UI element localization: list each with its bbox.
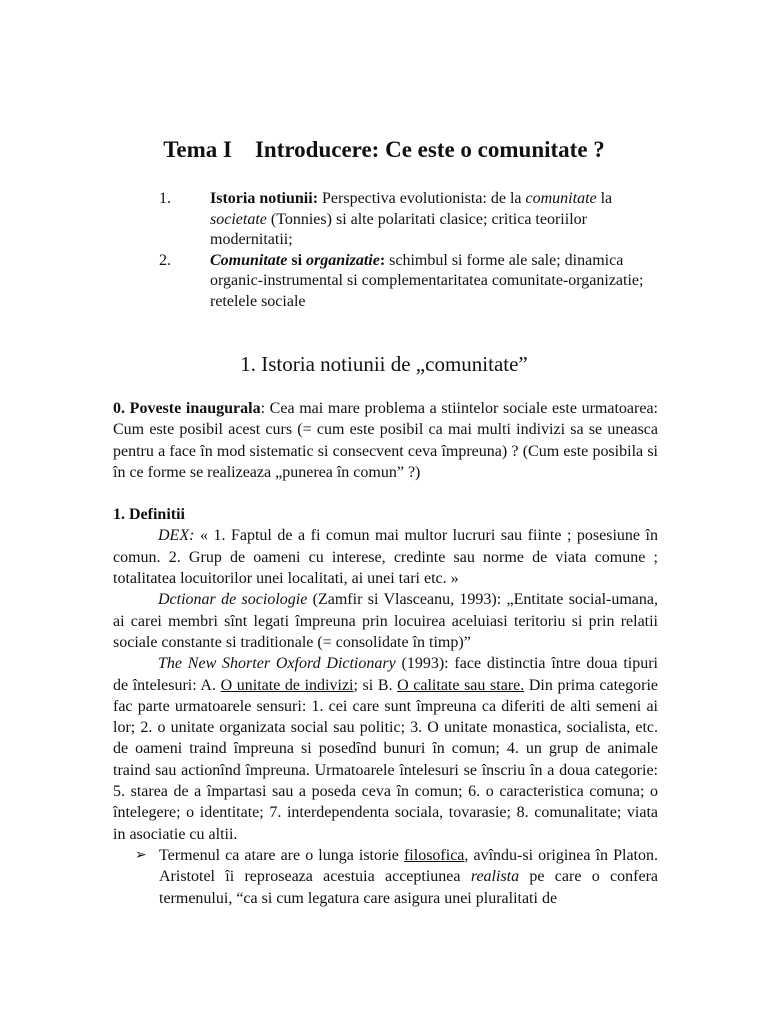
text-run: si — [287, 251, 307, 269]
text-run: realista — [470, 868, 520, 886]
text-run: ; si B. — [353, 676, 398, 694]
text-run: societate — [210, 210, 267, 228]
intro-paragraph — [113, 398, 658, 483]
text-run: (Zamfir si Vlasceanu, 1993): „Entitate social-umana, ai carei membri sînt legati împreuna prin locuirea aceluiasi teritoriu si prin relatii sociale constante si traditionale (= consolidate în timp)” — [113, 591, 658, 651]
text-run: Istoria notiunii: — [210, 190, 319, 207]
text-run: filosofica — [403, 846, 465, 864]
text-run: Dctionar de sociologie — [158, 591, 308, 609]
text-run: The New Shorter Oxford Dictionary — [158, 655, 396, 673]
text-run: « 1. Faptul de a fi comun mai multor lucruri sau fiinte ; posesiune în comun. 2. Grup de oameni cu interese, credinte sau norme de viata comune ; totalitatea locuitorilor unei localitati, ai unei tari etc. » — [113, 527, 658, 588]
text-run: Perspectiva evolutionista: de la — [318, 190, 526, 207]
text-run: 1. Definitii — [113, 506, 185, 524]
outline-number: 2. — [159, 251, 171, 269]
text-run: O calitate sau stare. — [397, 676, 525, 694]
body-text — [113, 398, 658, 909]
page-title: Tema I Introducere: Ce este o comunitate ? — [163, 137, 605, 162]
text-run: comunitate — [525, 190, 597, 207]
paragraph-spacer — [113, 483, 658, 504]
outline-item — [161, 251, 661, 313]
bullet-paragraph — [113, 845, 658, 909]
text-run: Termenul ca atare are o lunga istorie — [159, 846, 404, 864]
text-run: (1993): face distinctia între doua tipuri de întelesuri: A. — [113, 655, 659, 694]
outline-item — [161, 189, 661, 251]
dex-definition — [113, 525, 658, 589]
topic-outline — [161, 189, 661, 312]
text-run: Comunitate — [210, 251, 288, 269]
text-run: la — [596, 190, 613, 207]
text-run: Din prima categorie fac parte urmatoarele sensuri: 1. cei care sunt împreuna ca diferiti de alti semeni ai lor; 2. o unitate organizata social sau politic; 3. O unitate monastica, socialista, etc. de oameni traind împreuna si posedînd bunuri în comun; 4. un grup de animale traind sau actionînd împreuna. Urmatoarele întelesuri se înscriu în a doua categorie: 5. starea de a împartasi sau a poseda ceva în comun; 6. o caracteristica comuna; o întelegere; o identitate; 7. interdependenta sociala, tovarasie; 8. comunalitate; viata in asociatie cu altii. — [113, 676, 659, 843]
bullet-text — [159, 847, 658, 907]
text-run: : — [379, 251, 386, 269]
text-run: pe care o confera termenului, “ca si cum legatura care asigura unei pluralitati de — [159, 868, 659, 907]
text-run: O unitate de indivizi — [220, 676, 354, 694]
outline-text — [210, 251, 661, 313]
section-heading: 1. Istoria notiunii de „comunitate” — [240, 352, 528, 376]
text-run: (Tonnies) si alte polaritati clasice; critica teoriilor modernitatii; — [210, 210, 587, 248]
text-run: organizatie — [306, 251, 380, 269]
sociology-definition — [113, 589, 658, 653]
text-run: : Cea mai mare problema a stiintelor sociale este urmatoarea: Cum este posibil acest curs (= cum este posibil ca mai multi indivizi sa se uneasca pentru a face în mod sistematic si consecvent ceva împreuna) ? (Cum este posibila si în ce forme se realizeaza „punerea în comun” ?) — [113, 400, 658, 481]
outline-text — [210, 189, 661, 251]
text-run: 0. Poveste inaugurala — [113, 400, 261, 417]
text-run: , avîndu-si originea în Platon. Aristotel îi reproseaza acestuia acceptiunea — [159, 846, 658, 886]
text-run: DEX: — [158, 527, 195, 545]
oxford-definition — [113, 653, 658, 845]
outline-number: 1. — [159, 190, 171, 207]
definitions-heading — [113, 504, 658, 525]
text-run: schimbul si forme ale sale; dinamica organic-instrumental si complementaritatea comunitate-organizatie; retelele sociale — [210, 251, 644, 310]
arrow-bullet-icon: ➢ — [135, 846, 147, 863]
